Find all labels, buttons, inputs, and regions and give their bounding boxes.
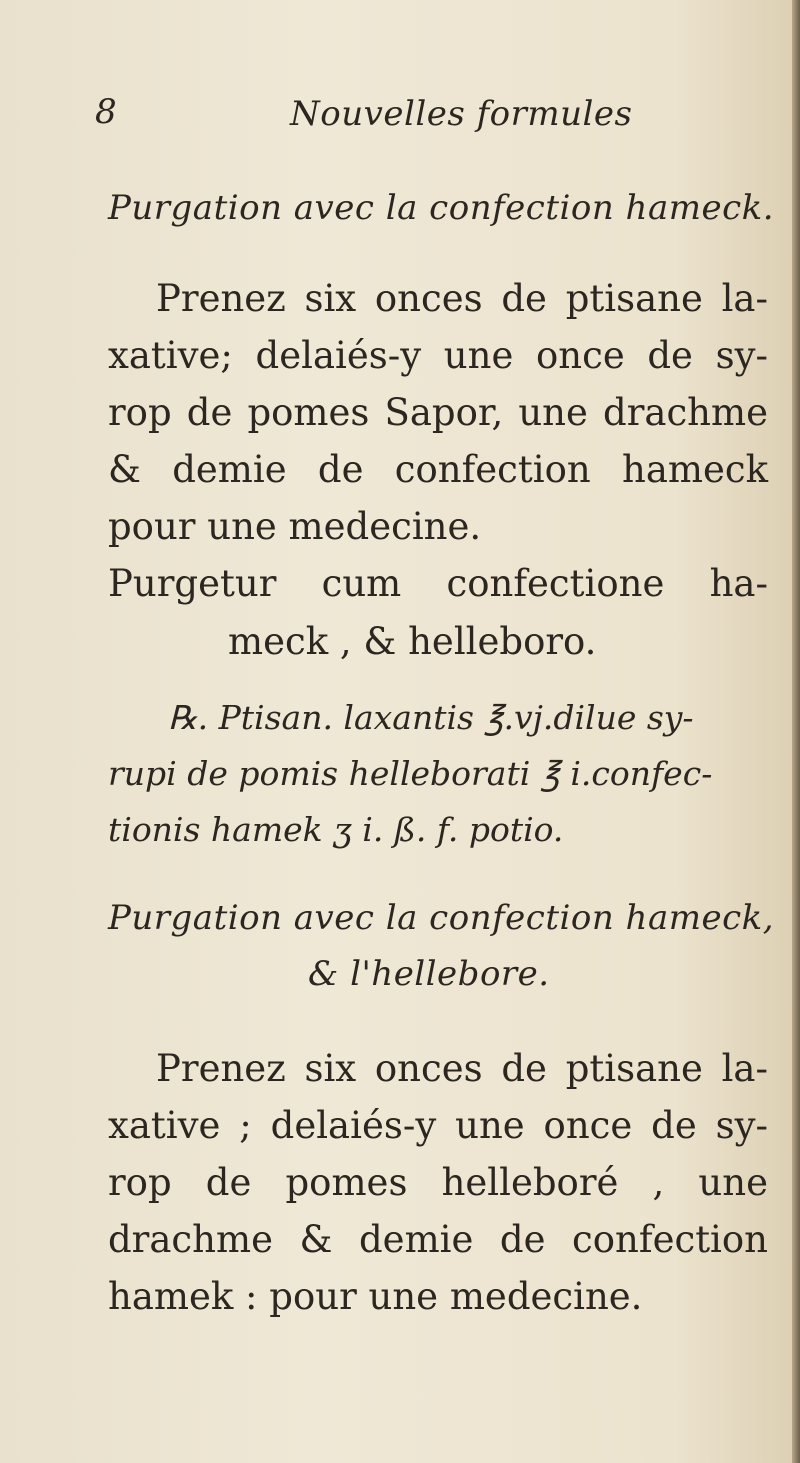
- paragraph-line: hamek : pour une medecine.: [108, 1275, 643, 1318]
- paragraph-line: xative ; delaiés-y une once de sy-: [108, 1104, 768, 1147]
- paragraph-line: Prenez six onces de ptisane la-: [156, 277, 768, 320]
- section1-paragraph: [108, 270, 768, 555]
- section-heading: Purgation avec la confection hameck.: [108, 188, 775, 228]
- paragraph-line: Prenez six onces de ptisane la-: [156, 1047, 768, 1090]
- latin-heading-line: meck , & helleboro.: [228, 620, 597, 663]
- paragraph-line: xative; delaiés-y une once de sy-: [108, 334, 768, 377]
- section2-heading: [108, 890, 775, 1002]
- paragraph-line: rop de pomes helleboré , une: [108, 1161, 768, 1204]
- recipe-block: [108, 690, 768, 858]
- paragraph-line: rop de pomes Sapor, une drachme: [108, 391, 768, 434]
- running-title: Nouvelles formules: [290, 94, 633, 134]
- recipe-line: ℞. Ptisan. laxantis ℥.vj.dilue sy-: [168, 698, 694, 737]
- running-head: [0, 92, 792, 142]
- paragraph-line: pour une medecine.: [108, 505, 482, 548]
- recipe-line: tionis hamek ʒ i. ß. f. potio.: [108, 810, 564, 849]
- recipe-line: rupi de pomis helleborati ℥ i.confec-: [108, 754, 713, 793]
- latin1-heading: [108, 555, 768, 671]
- section1-heading: [108, 180, 775, 236]
- page-number: 8: [95, 92, 117, 132]
- section-heading-line: & l'hellebore.: [308, 954, 550, 994]
- section2-paragraph: [108, 1040, 768, 1325]
- paragraph-line: & demie de confection hameck: [108, 448, 768, 491]
- page-edge: [792, 0, 800, 1463]
- section-heading-line: Purgation avec la confection hameck,: [108, 898, 775, 938]
- paragraph-line: drachme & demie de confection: [108, 1218, 768, 1261]
- latin-heading-line: Purgetur cum confectione ha-: [108, 562, 768, 605]
